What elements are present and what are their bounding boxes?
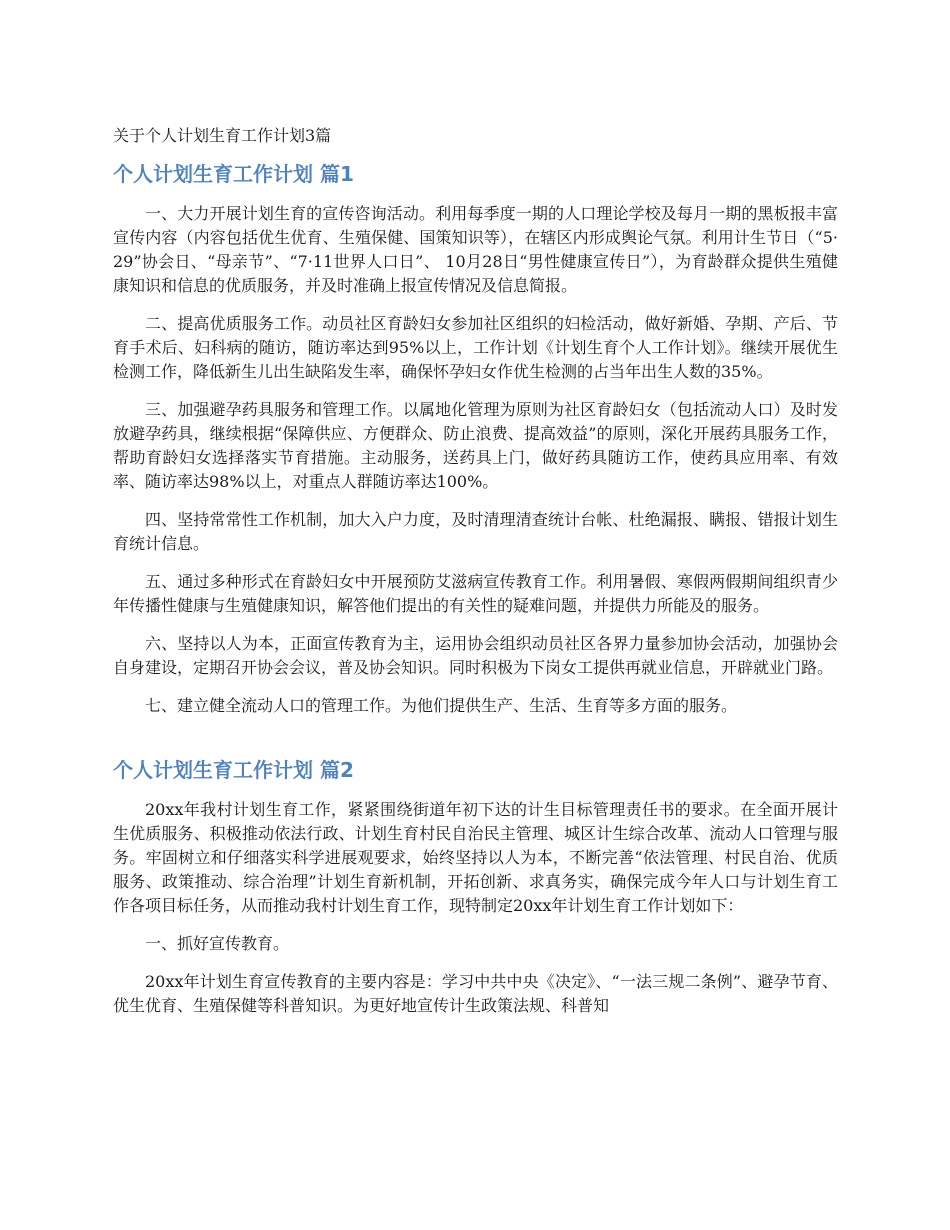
paragraph: 20xx年计划生育宣传教育的主要内容是：学习中共中央《决定》、“一法三规二条例”、避孕节育、优生优育、生殖保健等科普知识。为更好地宣传计生政策法规、科普知 [113, 972, 838, 1015]
section-heading: 个人计划生育工作计划 篇1 [113, 162, 354, 186]
section-1 [113, 160, 838, 718]
paragraph: 二、提高优质服务工作。动员社区育龄妇女参加社区组织的妇检活动，做好新婚、孕期、产后、节育手术后、妇科病的随访，随访率达到95%以上，工作计划《计划生育个人工作计划》。继续开展优生检测工作，降低新生儿出生缺陷发生率，确保怀孕妇女作优生检测的占当年出生人数的35%。 [113, 314, 838, 381]
paragraph: 一、抓好宣传教育。 [145, 934, 290, 953]
paragraph: 三、加强避孕药具服务和管理工作。以属地化管理为原则为社区育龄妇女（包括流动人口）及时发放避孕药具，继续根据“保障供应、方便群众、防止浪费、提高效益”的原则，深化开展药具服务工作，帮助育龄妇女选择落实节育措施。主动服务，送药具上门，做好药具随访工作，使药具应用率、有效率、随访率达98%以上，对重点人群随访率达100%。 [113, 400, 838, 491]
paragraph: 六、坚持以人为本，正面宣传教育为主，运用协会组织动员社区各界力量参加协会活动，加强协会自身建设，定期召开协会会议，普及协会知识。同时积极为下岗女工提供再就业信息，开辟就业门路。 [113, 634, 838, 677]
section-heading: 个人计划生育工作计划 篇2 [113, 758, 354, 782]
paragraph: 四、坚持常常性工作机制，加大入户力度，及时清理清查统计台帐、杜绝漏报、瞒报、错报计划生育统计信息。 [113, 510, 838, 553]
paragraph: 一、大力开展计划生育的宣传咨询活动。利用每季度一期的人口理论学校及每月一期的黑板报丰富宣传内容（内容包括优生优育、生殖保健、国策知识等），在辖区内形成舆论气氛。利用计生节日（“5·29”协会日、“母亲节”、“7·11世界人口日”、 10月28日“男性健康宣传日”），为育龄群众提供生殖健康知识和信息的优质服务，并及时准确上报宣传情况及信息简报。 [113, 204, 838, 295]
section-2 [113, 756, 838, 1018]
paragraph: 五、通过多种形式在育龄妇女中开展预防艾滋病宣传教育工作。利用暑假、寒假两假期间组织青少年传播性健康与生殖健康知识，解答他们提出的有关性的疑难问题，并提供力所能及的服务。 [113, 572, 838, 615]
document-title: 关于个人计划生育工作计划3篇 [113, 126, 332, 145]
document-page [113, 124, 838, 1032]
paragraph: 20xx年我村计划生育工作，紧紧围绕街道年初下达的计生目标管理责任书的要求。在全面开展计生优质服务、积极推动依法行政、计划生育村民自治民主管理、城区计生综合改革、流动人口管理与服务。牢固树立和仔细落实科学进展观要求，始终坚持以人为本，不断完善“依法管理、村民自治、优质服务、政策推动、综合治理”计划生育新机制，开拓创新、求真务实，确保完成今年人口与计划生育工作各项目标任务，从而推动我村计划生育工作，现特制定20xx年计划生育工作计划如下： [113, 800, 838, 915]
paragraph: 七、建立健全流动人口的管理工作。为他们提供生产、生活、生育等多方面的服务。 [145, 696, 738, 715]
